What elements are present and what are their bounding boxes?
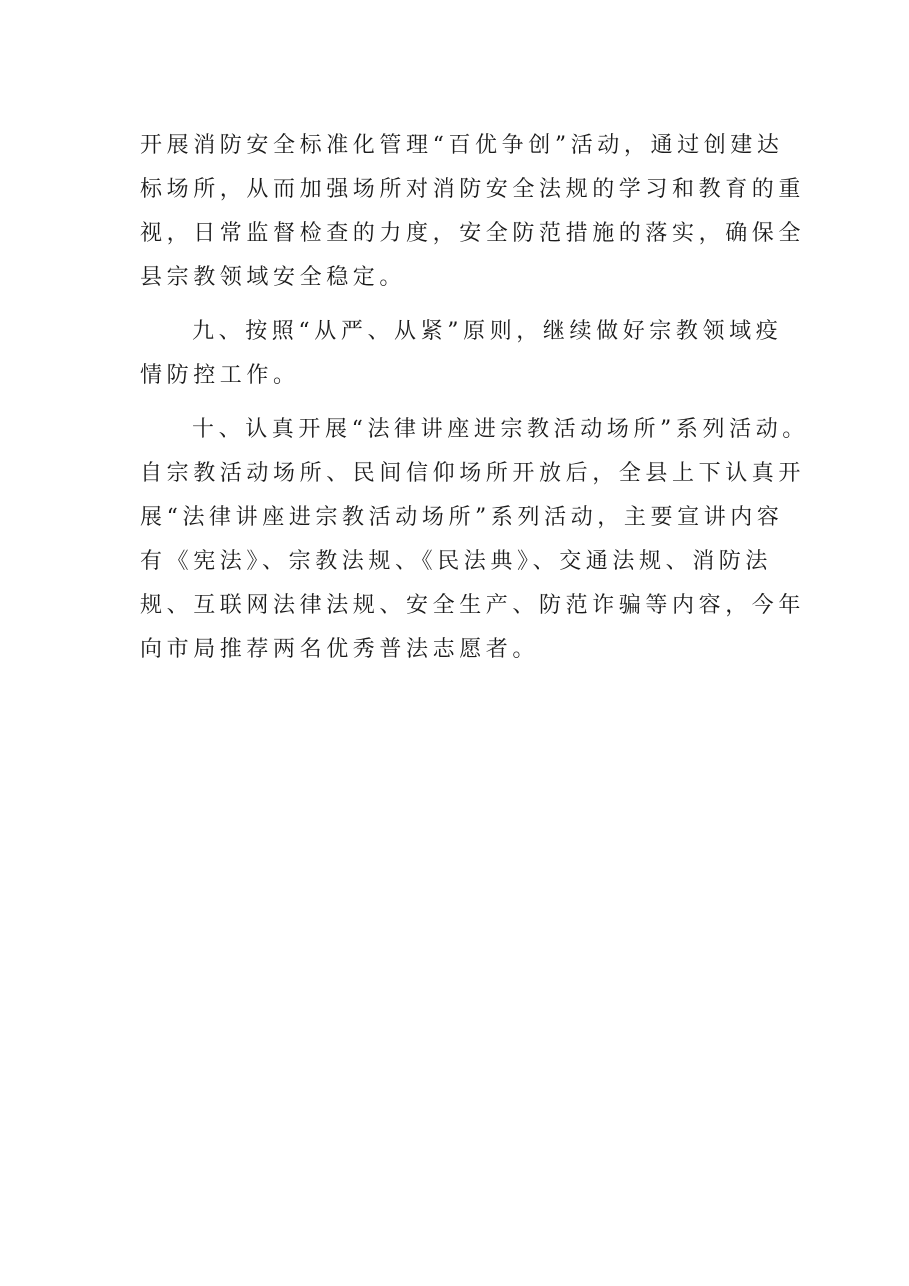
text-line: 有《宪法》、宗教法规、《民法典》、交通法规、消防法 [140, 549, 773, 574]
text-line: 自宗教活动场所、民间信仰场所开放后，全县上下认真开 [140, 461, 806, 486]
text-line: 十、认真开展“法律讲座进宗教活动场所”系列活动。 [192, 417, 809, 442]
text-line: 展“法律讲座进宗教活动场所”系列活动，主要宣讲内容 [140, 505, 784, 530]
text-line: 规、互联网法律法规、安全生产、防范诈骗等内容，今年 [140, 593, 806, 618]
text-line: 情防控工作。 [140, 363, 300, 388]
text-line: 九、按照“从严、从紧”原则，继续做好宗教领域疫 [192, 319, 783, 344]
paragraph-item-nine [140, 310, 790, 398]
text-line: 视，日常监督检查的力度，安全防范措施的落实，确保全 [140, 221, 806, 246]
text-line: 标场所，从而加强场所对消防安全法规的学习和教育的重 [140, 177, 806, 202]
paragraph-item-ten [140, 408, 809, 672]
text-line: 县宗教领域安全稳定。 [140, 265, 407, 290]
document-body [140, 124, 809, 672]
paragraph-fire-safety [140, 124, 806, 300]
text-line: 开展消防安全标准化管理“百优争创”活动，通过创建达 [140, 133, 784, 158]
text-line: 向市局推荐两名优秀普法志愿者。 [140, 637, 540, 662]
